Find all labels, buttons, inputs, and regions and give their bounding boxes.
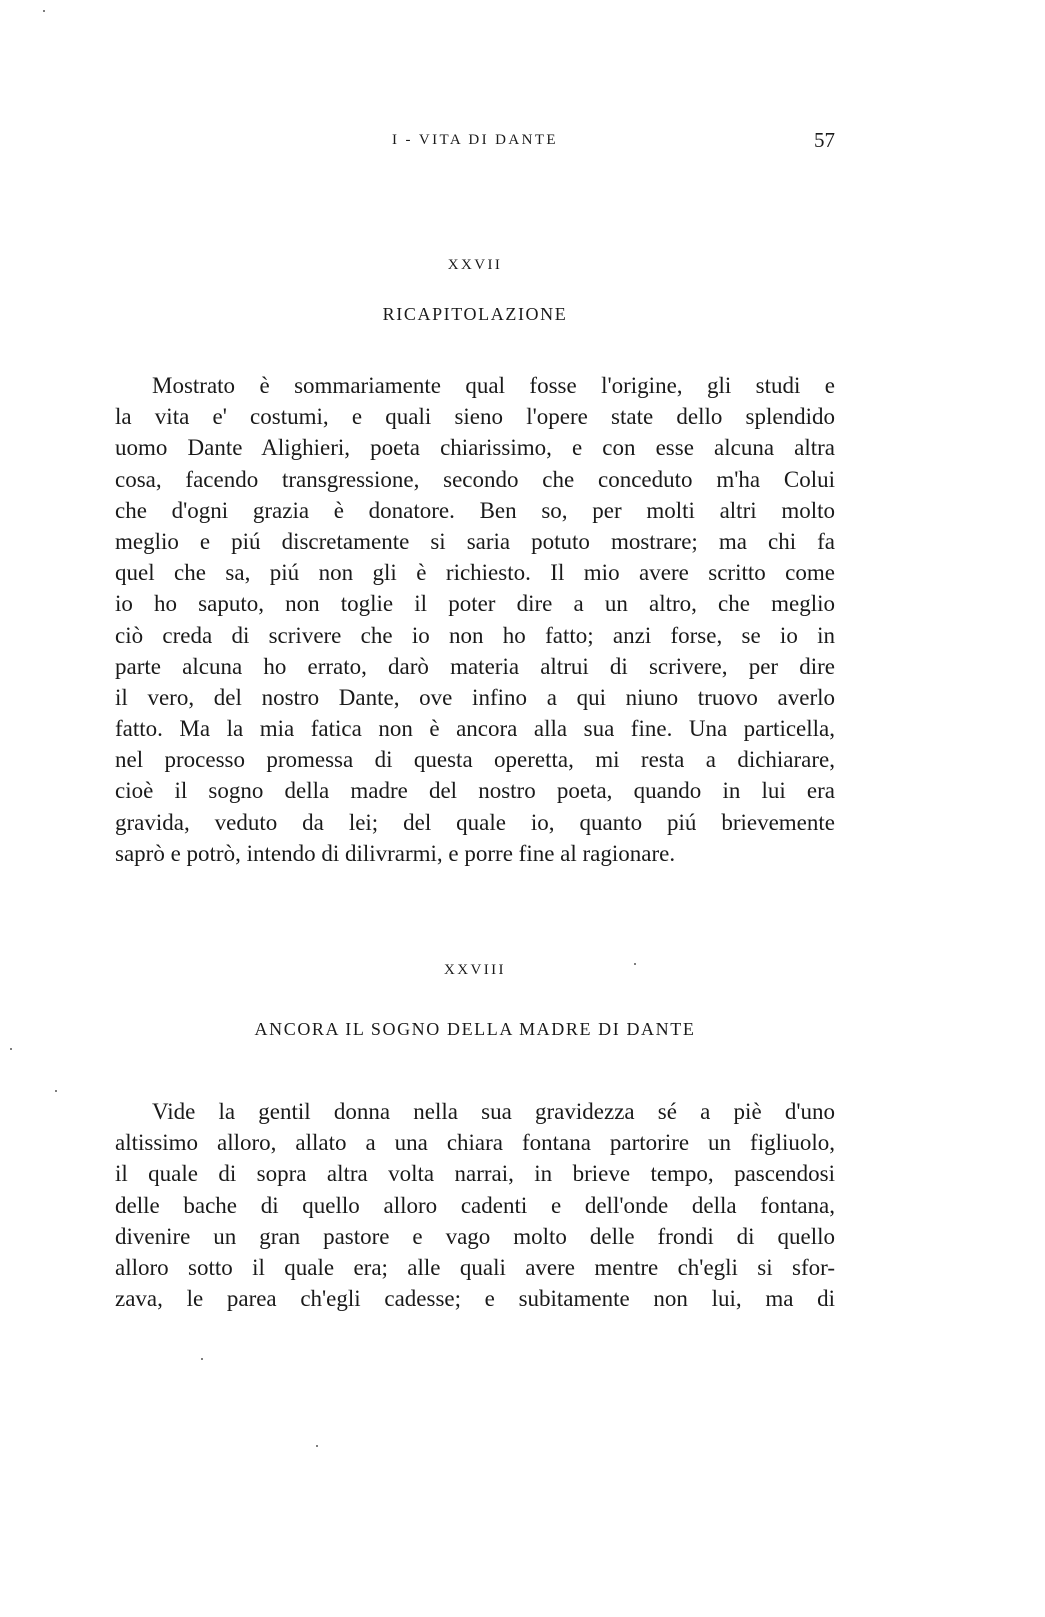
- scan-speck: [316, 1445, 318, 1447]
- text-line: la vita e' costumi, e quali sieno l'opere state dello splendido: [115, 404, 835, 430]
- text-line: alloro sotto il quale era; alle quali avere mentre ch'egli si sfor-: [115, 1254, 835, 1280]
- text-line: uomo Dante Alighieri, poeta chiarissimo, e con esse alcuna altra: [115, 435, 835, 461]
- text-line: altissimo alloro, allato a una chiara fontana partorire un figliuolo,: [115, 1130, 835, 1156]
- page-number: 57: [814, 128, 835, 152]
- chapter-number: XXVII: [447, 257, 503, 273]
- text-line: fatto. Ma la mia fatica non è ancora alla sua fine. Una particella,: [115, 716, 835, 742]
- text-line: meglio e piú discretamente si saria potuto mostrare; ma chi fa: [115, 528, 835, 554]
- text-line: nel processo promessa di questa operetta, mi resta a dichiarare,: [115, 747, 835, 773]
- running-head: [115, 128, 835, 158]
- text-line: il quale di sopra altra volta narrai, in brieve tempo, pascendosi: [115, 1161, 835, 1187]
- text-line: cosa, facendo transgressione, secondo che conceduto m'ha Colui: [115, 466, 835, 492]
- chapter-number: XXVIII: [444, 962, 506, 978]
- text-line: Vide la gentil donna nella sua gravidezza sé a piè d'uno: [152, 1099, 835, 1124]
- scan-speck: [43, 10, 45, 12]
- chapter-text: [115, 1096, 835, 1314]
- text-line: zava, le parea ch'egli cadesse; e subitamente non lui, ma di: [115, 1286, 835, 1312]
- scan-speck: [55, 1090, 57, 1092]
- chapter-text: [115, 370, 835, 869]
- text-line: io ho saputo, non toglie il poter dire a un altro, che meglio: [115, 591, 835, 617]
- text-line: quel che sa, piú non gli è richiesto. Il mio avere scritto come: [115, 560, 835, 586]
- text-line: cioè il sogno della madre del nostro poeta, quando in lui era: [115, 778, 835, 804]
- chapter-title: ANCORA IL SOGNO DELLA MADRE DI DANTE: [254, 1019, 696, 1039]
- text-line: saprò e potrò, intendo di dilivrarmi, e porre fine al ragionare.: [115, 840, 676, 866]
- text-line: Mostrato è sommariamente qual fosse l'origine, gli studi e: [152, 373, 835, 398]
- scan-speck: [201, 1358, 203, 1360]
- text-line: ciò creda di scrivere che io non ho fatto; anzi forse, se io in: [115, 622, 835, 648]
- scan-speck: [634, 963, 636, 965]
- text-line: delle bache di quello alloro cadenti e dell'onde della fontana,: [115, 1192, 835, 1218]
- text-line: divenire un gran pastore e vago molto delle frondi di quello: [115, 1223, 835, 1249]
- chapter-title: RICAPITOLAZIONE: [382, 304, 568, 324]
- text-line: il vero, del nostro Dante, ove infino a qui niuno truovo averlo: [115, 684, 835, 710]
- running-title: I - VITA DI DANTE: [392, 132, 558, 148]
- text-line: gravida, veduto da lei; del quale io, quanto piú brievemente: [115, 809, 835, 835]
- text-line: parte alcuna ho errato, darò materia altrui di scrivere, per dire: [115, 653, 835, 679]
- text-line: che d'ogni grazia è donatore. Ben so, per molti altri molto: [115, 497, 835, 523]
- scan-speck: [10, 1048, 12, 1050]
